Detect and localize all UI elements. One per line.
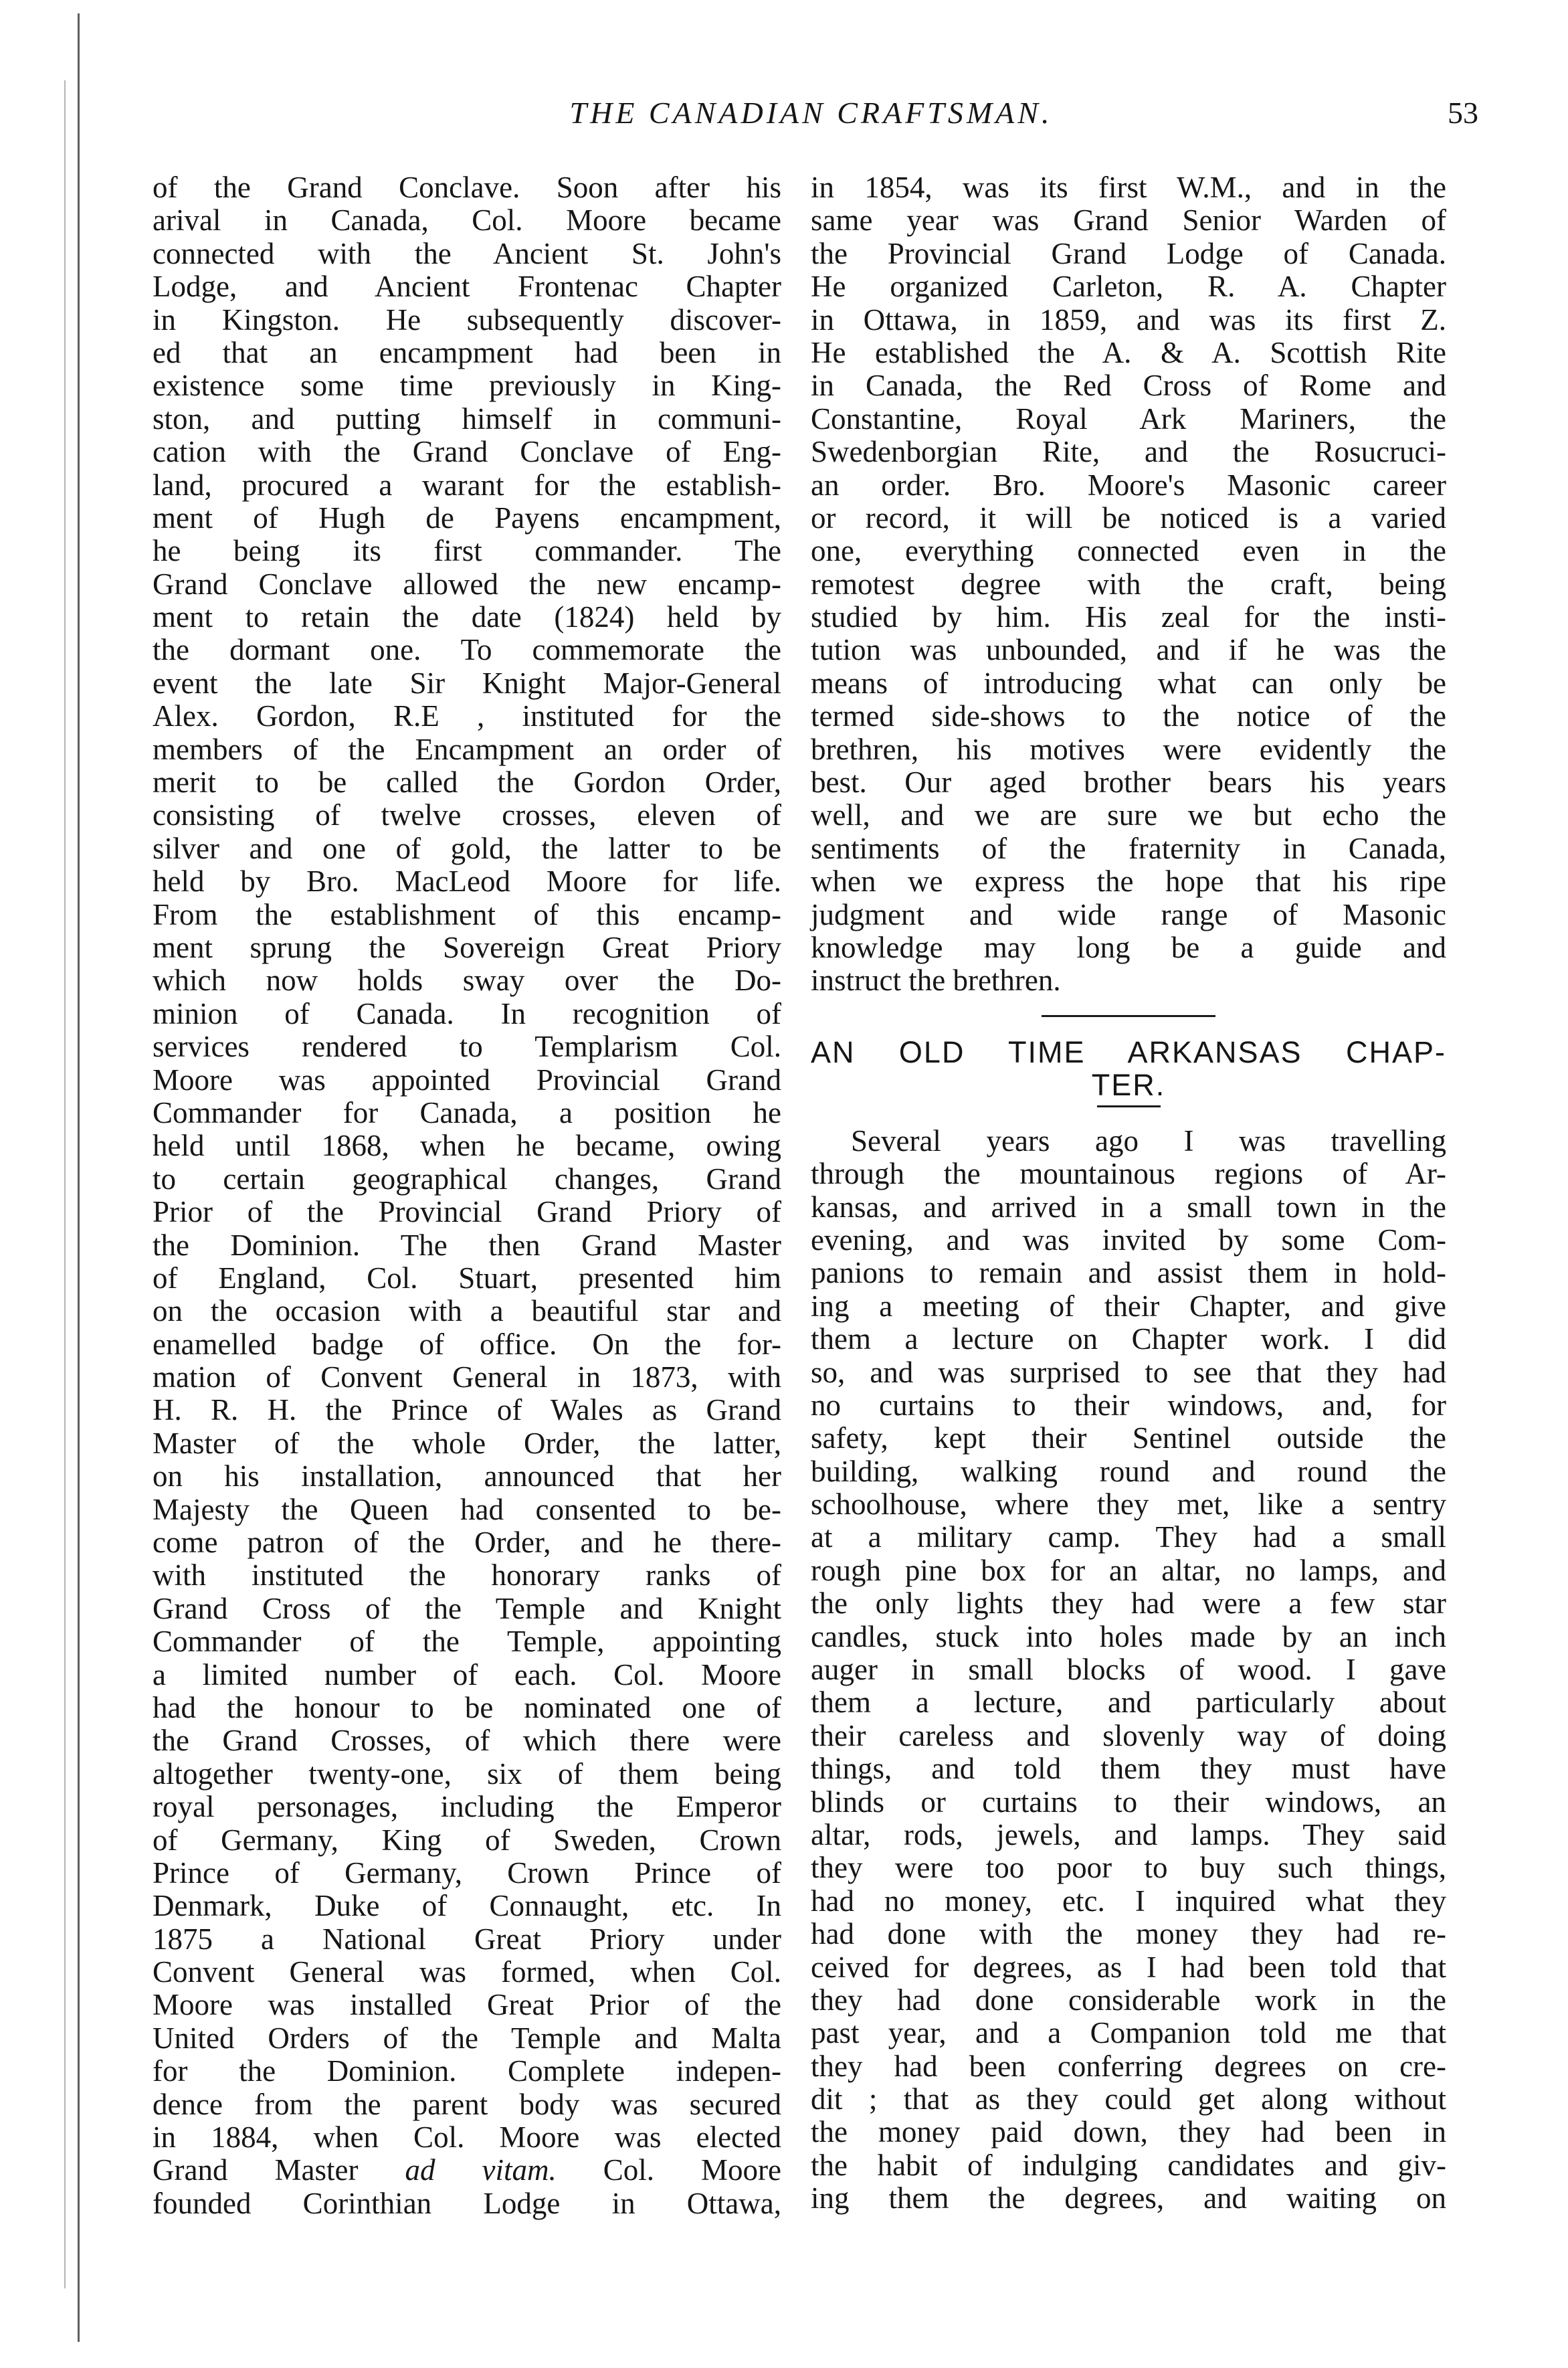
text-line: for the Dominion. Complete indepen- — [153, 2054, 781, 2088]
text-line: no curtains to their windows, and, for — [811, 1388, 1446, 1422]
text-line: of the Grand Conclave. Soon after his — [153, 171, 781, 204]
text-line: the dormant one. To commemorate the — [153, 633, 781, 667]
text-line: of Germany, King of Sweden, Crown — [153, 1823, 781, 1857]
text-line: Moore was appointed Provincial Grand — [153, 1063, 781, 1097]
article-heading-line: TER. — [1091, 1067, 1166, 1102]
text-line: through the mountainous regions of Ar- — [811, 1157, 1446, 1191]
text-line: best. Our aged brother bears his years — [811, 765, 1446, 800]
text-line: the habit of indulging candidates and giv- — [811, 2148, 1446, 2182]
text-line: Lodge, and Ancient Frontenac Chapter — [153, 270, 781, 304]
text-line: studied by him. His zeal for the insti- — [811, 600, 1446, 634]
text-line: cation with the Grand Conclave of Eng- — [153, 435, 781, 469]
text-line: of England, Col. Stuart, presented him — [153, 1261, 781, 1295]
text-line: the Grand Crosses, of which there were — [153, 1724, 781, 1758]
binding-edge-shadow — [64, 80, 66, 2288]
text-line: building, walking round and round the — [811, 1454, 1446, 1488]
text-line: at a military camp. They had a small — [811, 1520, 1446, 1554]
text-line: a limited number of each. Col. Moore — [153, 1657, 781, 1692]
text-line: members of the Encampment an order of — [153, 732, 781, 766]
text-line: Alex. Gordon, R.E , instituted for the — [153, 699, 781, 733]
text-line: the money paid down, they had been in — [811, 2115, 1446, 2149]
text-line: in 1854, was its first W.M., and in the — [811, 171, 1446, 204]
running-header — [144, 95, 1478, 142]
text-line: Grand Master ad vitam. Col. Moore — [153, 2153, 781, 2187]
text-line: Several years ago I was travelling — [851, 1123, 1446, 1158]
article-body — [811, 1125, 1446, 2215]
text-line: Commander for Canada, a position he — [153, 1095, 781, 1129]
text-line: so, and was surprised to see that they had — [811, 1355, 1446, 1389]
text-line: enamelled badge of office. On the for- — [153, 1327, 781, 1361]
text-line: royal personages, including the Emperor — [153, 1790, 781, 1824]
text-line: services rendered to Templarism Col. — [153, 1030, 781, 1064]
text-line: judgment and wide range of Masonic — [811, 897, 1446, 931]
left-column — [153, 171, 781, 2220]
text-line: blinds or curtains to their windows, an — [811, 1785, 1446, 1819]
text-line: things, and told them they must have — [811, 1752, 1446, 1786]
text-line: existence some time previously in King- — [153, 369, 781, 403]
text-line: altogether twenty-one, six of them being — [153, 1756, 781, 1791]
text-line: Prior of the Provincial Grand Priory of — [153, 1195, 781, 1229]
article-heading-line: AN OLD TIME ARKANSAS CHAP- — [811, 1034, 1446, 1069]
text-line: connected with the Ancient St. John's — [153, 236, 781, 270]
text-line: he being its first commander. The — [153, 534, 781, 568]
text-line: H. R. H. the Prince of Wales as Grand — [153, 1393, 781, 1427]
text-line: mation of Convent General in 1873, with — [153, 1360, 781, 1394]
text-line: come patron of the Order, and he there- — [153, 1526, 781, 1560]
text-line: United Orders of the Temple and Malta — [153, 2021, 781, 2055]
text-line: on the occasion with a beautiful star and — [153, 1294, 781, 1328]
text-line: held until 1868, when he became, owing — [153, 1129, 781, 1163]
text-line: ceived for degrees, as I had been told that — [811, 1950, 1446, 1984]
text-line: merit to be called the Gordon Order, — [153, 765, 781, 800]
text-line: silver and one of gold, the latter to be — [153, 831, 781, 865]
text-line: brethren, his motives were evidently the — [811, 732, 1446, 766]
text-line: to certain geographical changes, Grand — [153, 1162, 781, 1196]
page-number: 53 — [1448, 96, 1478, 130]
text-line: the only lights they had were a few star — [811, 1586, 1446, 1621]
text-line: arival in Canada, Col. Moore became — [153, 203, 781, 238]
text-line: Moore was installed Great Prior of the — [153, 1988, 781, 2022]
text-line: means of introducing what can only be — [811, 666, 1446, 700]
text-line: one, everything connected even in the — [811, 534, 1446, 568]
text-line: ing them the degrees, and waiting on — [811, 2181, 1446, 2215]
text-line: in 1884, when Col. Moore was elected — [153, 2120, 781, 2155]
text-line: Commander of the Temple, appointing — [153, 1625, 781, 1659]
text-line: the Dominion. The then Grand Master — [153, 1228, 781, 1262]
left-column-text — [153, 171, 781, 2154]
text-line: evening, and was invited by some Com- — [811, 1222, 1446, 1257]
text-line: had the honour to be nominated one of — [153, 1690, 781, 1724]
text-line: termed side-shows to the notice of the — [811, 699, 1446, 733]
text-line: kansas, and arrived in a small town in the — [811, 1190, 1446, 1224]
text-line: they were too poor to buy such things, — [811, 1851, 1446, 1885]
italic-phrase: ad vitam. — [405, 2153, 557, 2187]
section-divider — [1042, 1015, 1215, 1017]
text-line: From the establishment of this encamp- — [153, 897, 781, 931]
text-line: tution was unbounded, and if he was the — [811, 633, 1446, 667]
text-line: ment to retain the date (1824) held by — [153, 600, 781, 634]
binding-edge-line — [78, 13, 80, 2342]
text-line: or record, it will be noticed is a varied — [811, 500, 1446, 535]
text-line: in Ottawa, in 1859, and was its first Z. — [811, 302, 1446, 337]
text-line: candles, stuck into holes made by an inch — [811, 1619, 1446, 1653]
text-line: instruct the brethren. — [811, 964, 1061, 998]
text-line: an order. Bro. Moore's Masonic career — [811, 468, 1446, 502]
text-line: ment sprung the Sovereign Great Priory — [153, 930, 781, 964]
text-line: ed that an encampment had been in — [153, 335, 781, 369]
text-line: Grand Conclave allowed the new encamp- — [153, 567, 781, 601]
text-line: safety, kept their Sentinel outside the — [811, 1421, 1446, 1455]
text-line: minion of Canada. In recognition of — [153, 996, 781, 1030]
text-line: on his installation, announced that her — [153, 1459, 781, 1493]
text-line: sentiments of the fraternity in Canada, — [811, 831, 1446, 865]
text-line: auger in small blocks of wood. I gave — [811, 1653, 1446, 1687]
text-line: event the late Sir Knight Major-General — [153, 666, 781, 700]
text-line: they had been conferring degrees on cre- — [811, 2049, 1446, 2083]
text-line: founded Corinthian Lodge in Ottawa, — [153, 2186, 781, 2220]
text-line: remotest degree with the craft, being — [811, 567, 1446, 601]
text-line: which now holds sway over the Do- — [153, 964, 781, 998]
text-line: ment of Hugh de Payens encampment, — [153, 500, 781, 535]
text-line: when we express the hope that his ripe — [811, 864, 1446, 899]
obituary-continuation — [811, 171, 1446, 998]
text-line: 1875 a National Great Priory under — [153, 1922, 781, 1956]
text-line: Prince of Germany, Crown Prince of — [153, 1855, 781, 1890]
text-line: Majesty the Queen had consented to be- — [153, 1492, 781, 1526]
text-line: Master of the whole Order, the latter, — [153, 1426, 781, 1460]
text-line: had done with the money they had re- — [811, 1917, 1446, 1951]
text-line: dit ; that as they could get along without — [811, 2082, 1446, 2116]
text-line: their careless and slovenly way of doing — [811, 1718, 1446, 1752]
text-line: dence from the parent body was secured — [153, 2087, 781, 2121]
text-line: Constantine, Royal Ark Mariners, the — [811, 401, 1446, 436]
text-line: altar, rods, jewels, and lamps. They said — [811, 1817, 1446, 1851]
text-line: had no money, etc. I inquired what they — [811, 1884, 1446, 1918]
text-line: Denmark, Duke of Connaught, etc. In — [153, 1889, 781, 1923]
text-line: them a lecture on Chapter work. I did — [811, 1322, 1446, 1356]
journal-title: THE CANADIAN CRAFTSMAN. — [569, 96, 1053, 130]
text-line: Convent General was formed, when Col. — [153, 1955, 781, 1989]
text-line: Grand Cross of the Temple and Knight — [153, 1591, 781, 1625]
text-line: the Provincial Grand Lodge of Canada. — [811, 236, 1446, 270]
right-column — [811, 171, 1446, 2215]
text-line: held by Bro. MacLeod Moore for life. — [153, 864, 781, 899]
text-line: schoolhouse, where they met, like a sentry — [811, 1487, 1446, 1522]
text-line: past year, and a Companion told me that — [811, 2016, 1446, 2050]
text-line: land, procured a warant for the establish- — [153, 468, 781, 502]
text-line: rough pine box for an altar, no lamps, and — [811, 1553, 1446, 1587]
text-line: they had done considerable work in the — [811, 1983, 1446, 2017]
text-line: panions to remain and assist them in hold- — [811, 1256, 1446, 1290]
text-line: in Canada, the Red Cross of Rome and — [811, 369, 1446, 403]
text-line: consisting of twelve crosses, eleven of — [153, 798, 781, 832]
text-line: with instituted the honorary ranks of — [153, 1558, 781, 1592]
text-line: same year was Grand Senior Warden of — [811, 203, 1446, 238]
text-line: He established the A. & A. Scottish Rite — [811, 335, 1446, 369]
text-line: He organized Carleton, R. A. Chapter — [811, 270, 1446, 304]
text-line: Swedenborgian Rite, and the Rosucruci- — [811, 435, 1446, 469]
text-line: in Kingston. He subsequently discover- — [153, 302, 781, 337]
text-line: them a lecture, and particularly about — [811, 1686, 1446, 1720]
text-line: well, and we are sure we but echo the — [811, 798, 1446, 832]
text-line: ing a meeting of their Chapter, and give — [811, 1289, 1446, 1323]
text-line: ston, and putting himself in communi- — [153, 401, 781, 436]
heading-underline — [1097, 1105, 1161, 1107]
text-line: knowledge may long be a guide and — [811, 930, 1446, 964]
article-heading — [811, 1036, 1446, 1101]
